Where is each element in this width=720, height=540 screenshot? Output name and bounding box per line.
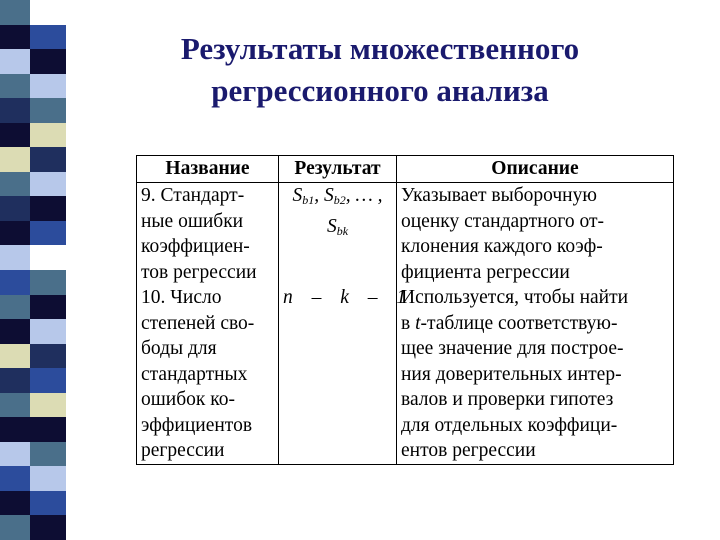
stripe-cell [30, 172, 66, 197]
row9-description [397, 183, 674, 286]
row10-description [397, 285, 674, 464]
stripe-cell [30, 0, 66, 25]
row9-description-line: оценку стандартного от- [401, 210, 605, 232]
stripe-cell [30, 49, 66, 74]
row9-name [137, 183, 279, 286]
row10-name-line: регрессии [141, 440, 225, 461]
row10-name-line: боды для [141, 338, 217, 359]
row10-name-line: ошибок ко- [141, 389, 235, 410]
stripe-cell [30, 123, 66, 148]
stripe-cell [0, 49, 30, 74]
row10-description-line: Используется, чтобы найти [401, 287, 629, 308]
stripe-cell [30, 196, 66, 221]
row10-name-line: 10. Число [141, 287, 222, 308]
stripe-cell [30, 245, 66, 270]
stripe-cell [0, 319, 30, 344]
row9-description-line: Указывает выборочную [401, 185, 597, 206]
stripe-cell [0, 25, 30, 50]
row10-description-line: щее значение для построе- [401, 338, 624, 359]
stripe-cell [0, 0, 30, 25]
stripe-cell [0, 393, 30, 418]
stripe-cell [30, 147, 66, 172]
header-description: Описание [397, 156, 674, 183]
row10-result [279, 285, 407, 464]
table-header-row [137, 156, 674, 183]
row9-result-line1: $S_{b1}$, $S_{b2}$, … , [292, 185, 383, 207]
stripe-cell [30, 221, 66, 246]
stripe-cell [30, 368, 66, 393]
row10-description-line: для отдельных коэффици- [401, 414, 618, 436]
row9-description-line: клонения каждого коэф- [401, 236, 603, 257]
stripe-cell [0, 147, 30, 172]
stripe-cell [0, 221, 30, 246]
stripe-cell [30, 74, 66, 99]
row10-name-line: степеней сво- [141, 312, 255, 334]
stripe-cell [30, 466, 66, 491]
stripe-cell [0, 245, 30, 270]
results-table [136, 155, 674, 465]
stripe-cell [30, 442, 66, 467]
row10-result-formula: n – k – 1 [283, 287, 407, 308]
row9-name-line: коэффициен- [141, 236, 250, 257]
row10-description-line: ния доверительных интер- [401, 363, 622, 385]
stripe-cell [30, 515, 66, 540]
stripe-cell [30, 417, 66, 442]
row10-name-line: стандартных [141, 363, 248, 385]
stripe-cell [0, 196, 30, 221]
row10-description-line: в t-таблице соответствую- [401, 312, 618, 334]
stripe-cell [0, 515, 30, 540]
stripe-cell [0, 270, 30, 295]
stripe-cell [0, 417, 30, 442]
header-result: Результат [279, 156, 397, 183]
row10-name [137, 285, 279, 464]
stripe-column-right [30, 0, 66, 540]
row10-name-line: эффициентов [141, 414, 253, 436]
row9-name-line: тов регрессии [141, 261, 257, 283]
stripe-cell [0, 491, 30, 516]
row9-description-line: фициента регрессии [401, 261, 570, 283]
stripe-cell [30, 491, 66, 516]
row10-description-line: валов и проверки гипотез [401, 389, 614, 410]
stripe-cell [30, 270, 66, 295]
stripe-cell [30, 295, 66, 320]
table-row [137, 183, 674, 286]
row9-name-line: 9. Стандарт- [141, 185, 245, 206]
stripe-cell [0, 98, 30, 123]
stripe-cell [30, 25, 66, 50]
stripe-cell [30, 98, 66, 123]
stripe-cell [30, 393, 66, 418]
stripe-cell [0, 344, 30, 369]
stripe-cell [0, 172, 30, 197]
title-line-2: регрессионного анализа [211, 73, 549, 108]
stripe-cell [0, 466, 30, 491]
table-row [137, 285, 674, 464]
row9-result-line2: $S_{bk}$ [326, 215, 349, 238]
page-title [100, 28, 660, 112]
stripe-cell [30, 319, 66, 344]
decorative-stripe-bar [0, 0, 66, 540]
title-line-1: Результаты множественного [180, 31, 580, 66]
row10-description-line: ентов регрессии [401, 440, 536, 461]
stripe-cell [0, 123, 30, 148]
stripe-cell [0, 368, 30, 393]
stripe-cell [0, 295, 30, 320]
stripe-cell [0, 74, 30, 99]
stripe-cell [30, 344, 66, 369]
stripe-column-left [0, 0, 30, 540]
row9-name-line: ные ошибки [141, 210, 244, 232]
stripe-cell [0, 442, 30, 467]
header-name: Название [137, 156, 279, 183]
row9-result [279, 183, 397, 286]
